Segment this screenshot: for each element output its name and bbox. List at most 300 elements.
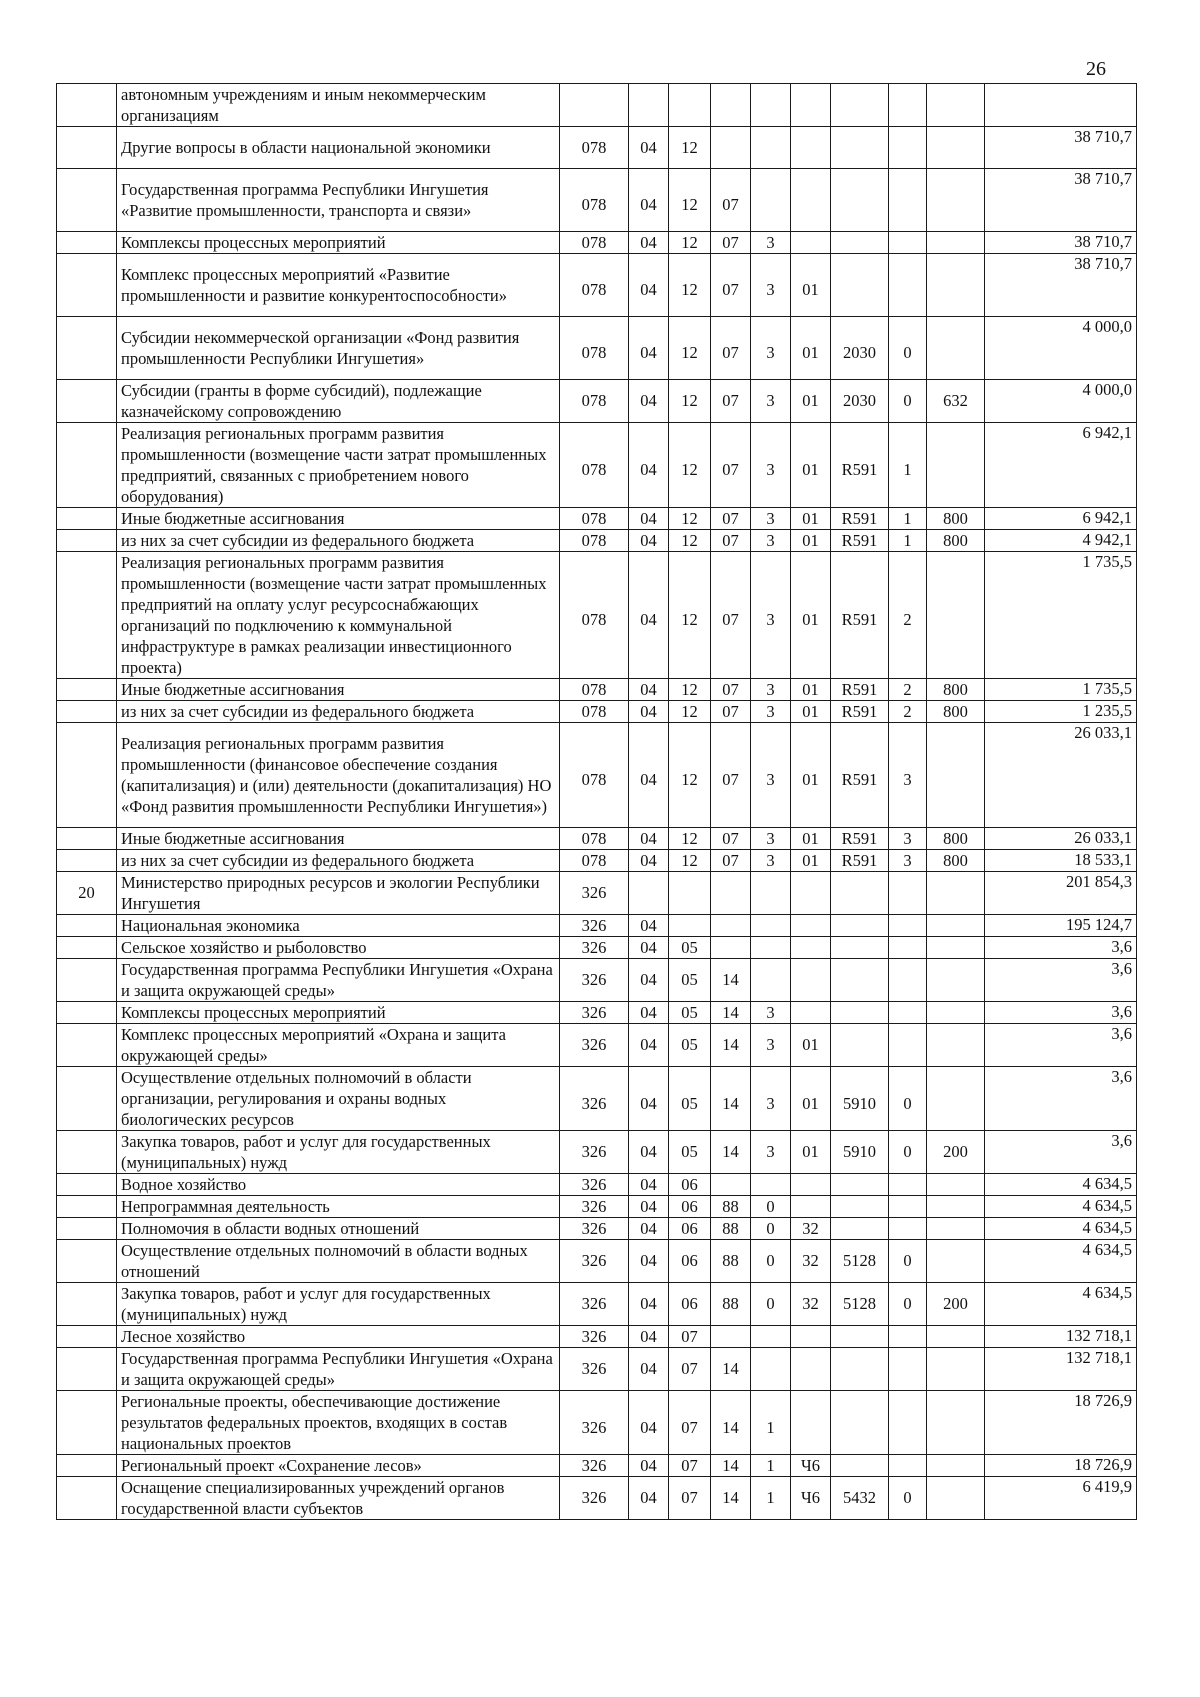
code-cell: 3 — [751, 723, 791, 828]
code-cell: 14 — [711, 1348, 751, 1391]
code-cell — [831, 1218, 889, 1240]
code-cell — [889, 169, 927, 232]
code-cell: 07 — [711, 701, 751, 723]
table-row — [57, 959, 1137, 1002]
code-cell: 32 — [791, 1240, 831, 1283]
code-cell: 04 — [629, 423, 669, 508]
item-name-cell: Субсидии (гранты в форме субсидий), подлежащие казначейскому сопровождению — [117, 380, 560, 423]
code-cell: 078 — [560, 828, 629, 850]
row-number-cell — [57, 423, 117, 508]
amount-cell: 4 000,0 — [985, 317, 1137, 380]
code-cell — [751, 169, 791, 232]
code-cell: 326 — [560, 1326, 629, 1348]
amount-cell: 4 634,5 — [985, 1174, 1137, 1196]
item-name-cell: Закупка товаров, работ и услуг для государственных (муниципальных) нужд — [117, 1283, 560, 1326]
row-number-cell — [57, 1218, 117, 1240]
code-cell — [927, 723, 985, 828]
code-cell: 0 — [889, 1477, 927, 1520]
code-cell: 200 — [927, 1131, 985, 1174]
code-cell: 04 — [629, 1477, 669, 1520]
code-cell: 04 — [629, 915, 669, 937]
code-cell — [831, 937, 889, 959]
code-cell: 07 — [711, 169, 751, 232]
item-name-cell: Другие вопросы в области национальной экономики — [117, 127, 560, 169]
code-cell: 01 — [791, 254, 831, 317]
item-name-cell: Оснащение специализированных учреждений органов государственной власти субъектов — [117, 1477, 560, 1520]
code-cell: 3 — [751, 701, 791, 723]
code-cell — [751, 937, 791, 959]
amount-cell: 4 634,5 — [985, 1218, 1137, 1240]
code-cell: 04 — [629, 1218, 669, 1240]
item-name-cell: Региональные проекты, обеспечивающие достижение результатов федеральных проектов, входящих в состав национальных проектов — [117, 1391, 560, 1455]
code-cell — [791, 1196, 831, 1218]
code-cell: 04 — [629, 959, 669, 1002]
code-cell: 01 — [791, 1131, 831, 1174]
code-cell: 326 — [560, 1455, 629, 1477]
code-cell: 12 — [669, 850, 711, 872]
row-number-cell — [57, 850, 117, 872]
code-cell: 07 — [669, 1348, 711, 1391]
code-cell: 326 — [560, 1002, 629, 1024]
code-cell — [927, 552, 985, 679]
code-cell — [831, 254, 889, 317]
code-cell: 07 — [669, 1326, 711, 1348]
code-cell: 07 — [711, 423, 751, 508]
code-cell — [889, 1455, 927, 1477]
code-cell — [927, 1174, 985, 1196]
code-cell — [831, 169, 889, 232]
table-row — [57, 937, 1137, 959]
code-cell: 326 — [560, 1024, 629, 1067]
item-name-cell: Национальная экономика — [117, 915, 560, 937]
item-name-cell: Комплексы процессных мероприятий — [117, 1002, 560, 1024]
code-cell: 06 — [669, 1283, 711, 1326]
code-cell: 0 — [889, 1283, 927, 1326]
code-cell — [791, 1002, 831, 1024]
table-row — [57, 1477, 1137, 1520]
code-cell: 078 — [560, 679, 629, 701]
code-cell — [889, 915, 927, 937]
code-cell: 14 — [711, 1131, 751, 1174]
table-row — [57, 169, 1137, 232]
code-cell: 04 — [629, 232, 669, 254]
amount-cell: 1 735,5 — [985, 552, 1137, 679]
code-cell: R591 — [831, 828, 889, 850]
code-cell — [711, 937, 751, 959]
code-cell: 05 — [669, 937, 711, 959]
item-name-cell: Комплексы процессных мероприятий — [117, 232, 560, 254]
item-name-cell: Реализация региональных программ развития промышленности (финансовое обеспечение создания (капитализация) и (или) деятельности (докапитализация) НО «Фонд развития промышленности Республики Ингушетия») — [117, 723, 560, 828]
code-cell — [889, 1326, 927, 1348]
table-row — [57, 915, 1137, 937]
code-cell: 04 — [629, 1174, 669, 1196]
code-cell: R591 — [831, 530, 889, 552]
code-cell: 0 — [889, 380, 927, 423]
table-row — [57, 1348, 1137, 1391]
row-number-cell — [57, 1240, 117, 1283]
row-number-cell — [57, 232, 117, 254]
code-cell: 326 — [560, 872, 629, 915]
row-number-cell — [57, 1024, 117, 1067]
code-cell: 3 — [889, 850, 927, 872]
amount-cell: 132 718,1 — [985, 1348, 1137, 1391]
code-cell: 078 — [560, 127, 629, 169]
amount-cell: 26 033,1 — [985, 723, 1137, 828]
code-cell — [927, 127, 985, 169]
table-row — [57, 423, 1137, 508]
row-number-cell — [57, 84, 117, 127]
code-cell — [791, 1326, 831, 1348]
code-cell — [889, 1174, 927, 1196]
code-cell: 04 — [629, 1455, 669, 1477]
code-cell: Ч6 — [791, 1455, 831, 1477]
table-row — [57, 508, 1137, 530]
code-cell: 07 — [711, 679, 751, 701]
code-cell: 04 — [629, 254, 669, 317]
code-cell: 01 — [791, 380, 831, 423]
item-name-cell: Реализация региональных программ развития промышленности (возмещение части затрат промышленных предприятий на оплату услуг ресурсоснабжающих организаций по подключению к коммунальной инфраструктуре в рамках реализации инвестиционного проекта) — [117, 552, 560, 679]
code-cell: 326 — [560, 1196, 629, 1218]
code-cell: 07 — [711, 530, 751, 552]
code-cell: 078 — [560, 254, 629, 317]
code-cell — [927, 1240, 985, 1283]
code-cell: 07 — [669, 1477, 711, 1520]
row-number-cell — [57, 1391, 117, 1455]
item-name-cell: Сельское хозяйство и рыболовство — [117, 937, 560, 959]
code-cell — [927, 1477, 985, 1520]
code-cell: 07 — [711, 380, 751, 423]
code-cell: 01 — [791, 1024, 831, 1067]
table-row — [57, 1024, 1137, 1067]
code-cell — [791, 84, 831, 127]
code-cell: 5910 — [831, 1131, 889, 1174]
code-cell: 12 — [669, 232, 711, 254]
code-cell: 632 — [927, 380, 985, 423]
code-cell: 078 — [560, 552, 629, 679]
code-cell — [927, 1391, 985, 1455]
code-cell: 078 — [560, 169, 629, 232]
code-cell — [669, 915, 711, 937]
table-row — [57, 552, 1137, 679]
code-cell — [791, 915, 831, 937]
amount-cell: 1 735,5 — [985, 679, 1137, 701]
row-number-cell — [57, 552, 117, 679]
code-cell: 3 — [751, 552, 791, 679]
code-cell: 04 — [629, 1196, 669, 1218]
code-cell: 0 — [751, 1283, 791, 1326]
code-cell: 88 — [711, 1283, 751, 1326]
code-cell: 04 — [629, 850, 669, 872]
code-cell: 01 — [791, 723, 831, 828]
row-number-cell — [57, 254, 117, 317]
code-cell: 078 — [560, 317, 629, 380]
code-cell — [927, 232, 985, 254]
code-cell — [927, 1326, 985, 1348]
code-cell: 326 — [560, 1391, 629, 1455]
code-cell: 07 — [669, 1455, 711, 1477]
code-cell: 078 — [560, 530, 629, 552]
code-cell: 07 — [669, 1391, 711, 1455]
table-row — [57, 723, 1137, 828]
item-name-cell: Иные бюджетные ассигнования — [117, 508, 560, 530]
code-cell: 3 — [751, 530, 791, 552]
code-cell — [831, 1196, 889, 1218]
code-cell: R591 — [831, 850, 889, 872]
code-cell: 12 — [669, 828, 711, 850]
amount-cell: 195 124,7 — [985, 915, 1137, 937]
code-cell: 0 — [889, 317, 927, 380]
code-cell: 04 — [629, 1131, 669, 1174]
row-number-cell — [57, 1477, 117, 1520]
code-cell: 12 — [669, 530, 711, 552]
table-row — [57, 1326, 1137, 1348]
row-number-cell — [57, 1174, 117, 1196]
code-cell — [711, 84, 751, 127]
code-cell: 0 — [751, 1218, 791, 1240]
code-cell: 14 — [711, 1477, 751, 1520]
code-cell — [889, 1218, 927, 1240]
code-cell: 3 — [889, 828, 927, 850]
code-cell: 04 — [629, 1348, 669, 1391]
amount-cell: 6 942,1 — [985, 508, 1137, 530]
budget-table — [56, 83, 1137, 1520]
row-number-cell — [57, 1196, 117, 1218]
code-cell — [927, 1002, 985, 1024]
amount-cell: 18 726,9 — [985, 1391, 1137, 1455]
item-name-cell: из них за счет субсидии из федерального бюджета — [117, 701, 560, 723]
code-cell: 800 — [927, 530, 985, 552]
code-cell — [751, 959, 791, 1002]
code-cell — [889, 959, 927, 1002]
code-cell: 04 — [629, 1391, 669, 1455]
code-cell: 1 — [889, 423, 927, 508]
code-cell: 04 — [629, 1283, 669, 1326]
code-cell: Ч6 — [791, 1477, 831, 1520]
code-cell: 06 — [669, 1174, 711, 1196]
amount-cell: 3,6 — [985, 1067, 1137, 1131]
budget-body — [57, 84, 1137, 1520]
code-cell — [889, 1196, 927, 1218]
code-cell — [751, 872, 791, 915]
table-row — [57, 1391, 1137, 1455]
code-cell: 04 — [629, 1002, 669, 1024]
table-row — [57, 701, 1137, 723]
item-name-cell: Комплекс процессных мероприятий «Охрана и защита окружающей среды» — [117, 1024, 560, 1067]
table-row — [57, 1196, 1137, 1218]
code-cell — [927, 915, 985, 937]
item-name-cell: Непрограммная деятельность — [117, 1196, 560, 1218]
code-cell: 1 — [751, 1477, 791, 1520]
code-cell — [669, 84, 711, 127]
code-cell — [831, 84, 889, 127]
amount-cell: 1 235,5 — [985, 701, 1137, 723]
code-cell — [751, 915, 791, 937]
code-cell — [889, 1348, 927, 1391]
code-cell: 88 — [711, 1196, 751, 1218]
code-cell: 800 — [927, 679, 985, 701]
code-cell: 07 — [711, 552, 751, 679]
code-cell: 04 — [629, 1067, 669, 1131]
code-cell — [927, 1067, 985, 1131]
code-cell: 0 — [889, 1067, 927, 1131]
code-cell — [889, 937, 927, 959]
code-cell: 326 — [560, 1067, 629, 1131]
code-cell: 06 — [669, 1218, 711, 1240]
code-cell: 326 — [560, 1218, 629, 1240]
code-cell: 3 — [751, 1131, 791, 1174]
item-name-cell: Водное хозяйство — [117, 1174, 560, 1196]
code-cell: 078 — [560, 701, 629, 723]
code-cell: 04 — [629, 828, 669, 850]
table-row — [57, 1218, 1137, 1240]
code-cell — [791, 959, 831, 1002]
amount-cell: 3,6 — [985, 1131, 1137, 1174]
code-cell — [791, 127, 831, 169]
code-cell — [791, 1174, 831, 1196]
code-cell — [927, 1196, 985, 1218]
code-cell — [751, 127, 791, 169]
code-cell: 05 — [669, 959, 711, 1002]
table-row — [57, 1283, 1137, 1326]
code-cell — [927, 254, 985, 317]
code-cell: 3 — [751, 423, 791, 508]
table-row — [57, 84, 1137, 127]
code-cell: 01 — [791, 423, 831, 508]
table-row — [57, 232, 1137, 254]
code-cell: 04 — [629, 169, 669, 232]
code-cell: 14 — [711, 959, 751, 1002]
table-row — [57, 1002, 1137, 1024]
code-cell: 800 — [927, 850, 985, 872]
code-cell — [791, 232, 831, 254]
code-cell — [889, 254, 927, 317]
code-cell — [831, 1455, 889, 1477]
table-row — [57, 1067, 1137, 1131]
code-cell: R591 — [831, 679, 889, 701]
code-cell: 078 — [560, 723, 629, 828]
item-name-cell: Иные бюджетные ассигнования — [117, 679, 560, 701]
code-cell: 326 — [560, 915, 629, 937]
code-cell — [927, 317, 985, 380]
amount-cell: 38 710,7 — [985, 254, 1137, 317]
code-cell: 3 — [751, 254, 791, 317]
code-cell: 04 — [629, 508, 669, 530]
code-cell: 32 — [791, 1218, 831, 1240]
amount-cell: 38 710,7 — [985, 127, 1137, 169]
row-number-cell — [57, 915, 117, 937]
code-cell: 01 — [791, 679, 831, 701]
code-cell — [831, 1024, 889, 1067]
row-number-cell — [57, 959, 117, 1002]
code-cell: 04 — [629, 127, 669, 169]
code-cell: 01 — [791, 1067, 831, 1131]
amount-cell: 6 942,1 — [985, 423, 1137, 508]
code-cell — [831, 1348, 889, 1391]
code-cell — [711, 1174, 751, 1196]
row-number-cell — [57, 828, 117, 850]
amount-cell: 4 000,0 — [985, 380, 1137, 423]
code-cell: 326 — [560, 1477, 629, 1520]
amount-cell: 3,6 — [985, 1024, 1137, 1067]
item-name-cell: Закупка товаров, работ и услуг для государственных (муниципальных) нужд — [117, 1131, 560, 1174]
item-name-cell: Министерство природных ресурсов и экологии Республики Ингушетия — [117, 872, 560, 915]
code-cell — [889, 1002, 927, 1024]
row-number-cell — [57, 701, 117, 723]
row-number-cell — [57, 508, 117, 530]
page-number: 26 — [1086, 58, 1106, 80]
code-cell: 07 — [711, 317, 751, 380]
code-cell — [711, 872, 751, 915]
code-cell: 3 — [751, 1067, 791, 1131]
code-cell: 32 — [791, 1283, 831, 1326]
code-cell — [791, 937, 831, 959]
code-cell: 2030 — [831, 380, 889, 423]
item-name-cell: автономным учреждениям и иным некоммерческим организациям — [117, 84, 560, 127]
amount-cell: 26 033,1 — [985, 828, 1137, 850]
code-cell: 07 — [711, 850, 751, 872]
code-cell: 01 — [791, 530, 831, 552]
code-cell — [751, 1348, 791, 1391]
table-row — [57, 530, 1137, 552]
code-cell: 078 — [560, 232, 629, 254]
code-cell — [889, 84, 927, 127]
amount-cell: 4 634,5 — [985, 1240, 1137, 1283]
code-cell: 04 — [629, 937, 669, 959]
row-number-cell — [57, 1326, 117, 1348]
code-cell — [889, 1024, 927, 1067]
code-cell: 800 — [927, 508, 985, 530]
code-cell: 12 — [669, 508, 711, 530]
code-cell: 12 — [669, 423, 711, 508]
table-row — [57, 380, 1137, 423]
code-cell: 14 — [711, 1067, 751, 1131]
code-cell — [927, 937, 985, 959]
code-cell: 12 — [669, 701, 711, 723]
code-cell: R591 — [831, 508, 889, 530]
amount-cell: 38 710,7 — [985, 232, 1137, 254]
code-cell: 078 — [560, 508, 629, 530]
code-cell: 5128 — [831, 1283, 889, 1326]
code-cell: 2 — [889, 679, 927, 701]
code-cell: 14 — [711, 1455, 751, 1477]
amount-cell: 18 533,1 — [985, 850, 1137, 872]
code-cell — [831, 915, 889, 937]
code-cell: 05 — [669, 1131, 711, 1174]
row-number-cell — [57, 1002, 117, 1024]
code-cell — [831, 959, 889, 1002]
code-cell — [927, 84, 985, 127]
table-row — [57, 1174, 1137, 1196]
code-cell: 04 — [629, 1240, 669, 1283]
code-cell: 01 — [791, 317, 831, 380]
code-cell: 326 — [560, 1131, 629, 1174]
code-cell: 3 — [751, 232, 791, 254]
code-cell: 800 — [927, 701, 985, 723]
code-cell — [831, 872, 889, 915]
item-name-cell: Осуществление отдельных полномочий в области организации, регулирования и охраны водных биологических ресурсов — [117, 1067, 560, 1131]
amount-cell: 3,6 — [985, 1002, 1137, 1024]
table-row — [57, 1455, 1137, 1477]
code-cell — [751, 84, 791, 127]
code-cell: 078 — [560, 850, 629, 872]
table-row — [57, 1131, 1137, 1174]
code-cell: 5128 — [831, 1240, 889, 1283]
code-cell: 3 — [751, 508, 791, 530]
code-cell: 326 — [560, 959, 629, 1002]
code-cell: 12 — [669, 552, 711, 679]
code-cell — [791, 169, 831, 232]
code-cell: 0 — [889, 1131, 927, 1174]
